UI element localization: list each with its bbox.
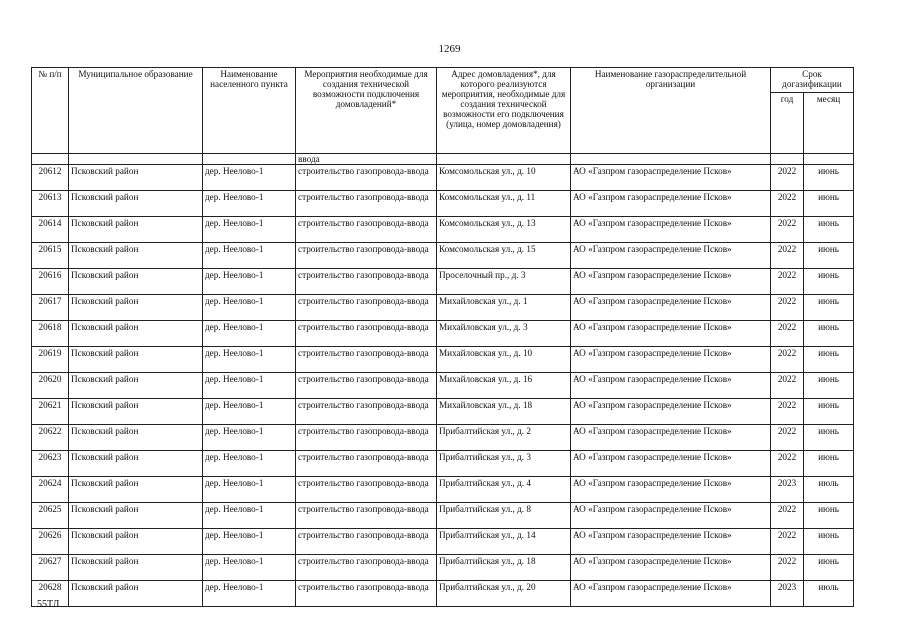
cell-month: июль	[804, 477, 854, 503]
cell-num: 20621	[32, 399, 69, 425]
cell-measure: строительство газопровода-ввода	[296, 451, 437, 477]
cell-settlement: дер. Неелово-1	[203, 503, 296, 529]
cell-measure: строительство газопровода-ввода	[296, 217, 437, 243]
cell-municipality: Псковский район	[69, 373, 203, 399]
cell-municipality: Псковский район	[69, 321, 203, 347]
cell-settlement: дер. Неелово-1	[203, 243, 296, 269]
cell-address: Комсомольская ул., д. 13	[437, 217, 571, 243]
cell-month: июнь	[804, 269, 854, 295]
cell-measure: строительство газопровода-ввода	[296, 321, 437, 347]
cell-settlement: дер. Неелово-1	[203, 581, 296, 607]
cell-measure: строительство газопровода-ввода	[296, 269, 437, 295]
table-row	[32, 425, 854, 451]
cell-num: 20617	[32, 295, 69, 321]
cell-year: 2022	[771, 347, 804, 373]
cell-address: Комсомольская ул., д. 15	[437, 243, 571, 269]
cell-municipality: Псковский район	[69, 217, 203, 243]
cell-address: Михайловская ул., д. 18	[437, 399, 571, 425]
cell-settlement: дер. Неелово-1	[203, 321, 296, 347]
cell-municipality: Псковский район	[69, 165, 203, 191]
cell-organization: АО «Газпром газораспределение Псков»	[571, 529, 771, 555]
cell-organization: АО «Газпром газораспределение Псков»	[571, 581, 771, 607]
cell-month: июнь	[804, 217, 854, 243]
table-row	[32, 295, 854, 321]
cell-measure: строительство газопровода-ввода	[296, 165, 437, 191]
cell-num: 20625	[32, 503, 69, 529]
cell-organization: АО «Газпром газораспределение Псков»	[571, 555, 771, 581]
cell-measure: строительство газопровода-ввода	[296, 295, 437, 321]
cell-year: 2022	[771, 295, 804, 321]
cell-municipality: Псковский район	[69, 451, 203, 477]
cell-month: июнь	[804, 529, 854, 555]
cell-year: 2022	[771, 529, 804, 555]
table-row	[32, 243, 854, 269]
cell-settlement: дер. Неелово-1	[203, 477, 296, 503]
cell-organization: АО «Газпром газораспределение Псков»	[571, 503, 771, 529]
cell-address: Прибалтийская ул., д. 8	[437, 503, 571, 529]
header-settlement: Наименование населенного пункта	[203, 68, 296, 154]
cell-address: Комсомольская ул., д. 10	[437, 165, 571, 191]
cell-measure: строительство газопровода-ввода	[296, 399, 437, 425]
table-row	[32, 321, 854, 347]
cell-settlement: дер. Неелово-1	[203, 399, 296, 425]
table-row	[32, 529, 854, 555]
cell-organization: АО «Газпром газораспределение Псков»	[571, 191, 771, 217]
table-row	[32, 269, 854, 295]
cell-num: 20614	[32, 217, 69, 243]
cell-organization: АО «Газпром газораспределение Псков»	[571, 269, 771, 295]
page-number: 1269	[438, 43, 461, 55]
cell-num: 20628	[32, 581, 69, 607]
header-row	[32, 68, 854, 93]
cell-organization: АО «Газпром газораспределение Псков»	[571, 399, 771, 425]
header-deadline: Срок догазификации	[771, 68, 854, 93]
cell-settlement: дер. Неелово-1	[203, 555, 296, 581]
table-row	[32, 581, 854, 607]
cell-address: Прибалтийская ул., д. 14	[437, 529, 571, 555]
cell-month: июнь	[804, 373, 854, 399]
gasification-table	[31, 67, 854, 607]
cell-num: 20613	[32, 191, 69, 217]
cell-address: Михайловская ул., д. 10	[437, 347, 571, 373]
cell-num: 20619	[32, 347, 69, 373]
cell-address: Прибалтийская ул., д. 3	[437, 451, 571, 477]
cell-month: июнь	[804, 295, 854, 321]
cell-year: 2023	[771, 477, 804, 503]
cell-month: июнь	[804, 321, 854, 347]
cell-month: июнь	[804, 347, 854, 373]
cell-year: 2022	[771, 373, 804, 399]
cell-num: 20623	[32, 451, 69, 477]
table-body	[32, 154, 854, 607]
table-row	[32, 347, 854, 373]
cell-year: 2022	[771, 555, 804, 581]
cell-organization: АО «Газпром газораспределение Псков»	[571, 295, 771, 321]
cell-month: июнь	[804, 425, 854, 451]
header-municipality: Муниципальное образование	[69, 68, 203, 154]
cell-num: 20612	[32, 165, 69, 191]
cell-settlement: дер. Неелово-1	[203, 451, 296, 477]
cell-address: Прибалтийская ул., д. 4	[437, 477, 571, 503]
cell-measure: строительство газопровода-ввода	[296, 477, 437, 503]
cell-settlement: дер. Неелово-1	[203, 295, 296, 321]
cell-settlement: дер. Неелово-1	[203, 529, 296, 555]
table-row	[32, 555, 854, 581]
cell-municipality: Псковский район	[69, 477, 203, 503]
cell-month: июнь	[804, 243, 854, 269]
cell-measure: строительство газопровода-ввода	[296, 581, 437, 607]
cell-municipality: Псковский район	[69, 529, 203, 555]
cell-year: 2023	[771, 581, 804, 607]
cell-measure: строительство газопровода-ввода	[296, 243, 437, 269]
cell-organization: АО «Газпром газораспределение Псков»	[571, 347, 771, 373]
cell-month: июнь	[804, 165, 854, 191]
table-row	[32, 399, 854, 425]
header-address: Адрес домовладения*, для которого реализуются мероприятия, необходимые для создания технической возможности его подключения (улица, номер домовладения)	[437, 68, 571, 154]
cell-measure: строительство газопровода-ввода	[296, 191, 437, 217]
header-measures: Мероприятия необходимые для создания технической возможности подключения домовладений*	[296, 68, 437, 154]
gasification-table-wrapper	[31, 67, 854, 607]
cell-measure: строительство газопровода-ввода	[296, 425, 437, 451]
cell-organization: АО «Газпром газораспределение Псков»	[571, 425, 771, 451]
cell-num: 20618	[32, 321, 69, 347]
cell-organization: АО «Газпром газораспределение Псков»	[571, 451, 771, 477]
cell-municipality: Псковский район	[69, 503, 203, 529]
cell-municipality: Псковский район	[69, 399, 203, 425]
cell-num: 20622	[32, 425, 69, 451]
cell-year: 2022	[771, 451, 804, 477]
cell-municipality: Псковский район	[69, 295, 203, 321]
continuation-cell: ввода	[296, 154, 437, 165]
cell-year: 2022	[771, 217, 804, 243]
header-year: год	[771, 93, 804, 154]
cell-year: 2022	[771, 503, 804, 529]
cell-municipality: Псковский район	[69, 347, 203, 373]
cell-settlement: дер. Неелово-1	[203, 269, 296, 295]
footer-code: 55ТЛ	[37, 599, 60, 610]
cell-year: 2022	[771, 191, 804, 217]
cell-month: июнь	[804, 399, 854, 425]
continuation-row	[32, 154, 854, 165]
cell-measure: строительство газопровода-ввода	[296, 373, 437, 399]
cell-organization: АО «Газпром газораспределение Псков»	[571, 217, 771, 243]
cell-municipality: Псковский район	[69, 269, 203, 295]
cell-year: 2022	[771, 269, 804, 295]
cell-year: 2022	[771, 165, 804, 191]
cell-municipality: Псковский район	[69, 191, 203, 217]
cell-address: Михайловская ул., д. 16	[437, 373, 571, 399]
cell-municipality: Псковский район	[69, 425, 203, 451]
cell-measure: строительство газопровода-ввода	[296, 503, 437, 529]
cell-organization: АО «Газпром газораспределение Псков»	[571, 243, 771, 269]
cell-settlement: дер. Неелово-1	[203, 217, 296, 243]
table-row	[32, 477, 854, 503]
table-row	[32, 217, 854, 243]
cell-year: 2022	[771, 399, 804, 425]
cell-address: Михайловская ул., д. 3	[437, 321, 571, 347]
cell-month: июнь	[804, 555, 854, 581]
cell-organization: АО «Газпром газораспределение Псков»	[571, 321, 771, 347]
cell-year: 2022	[771, 425, 804, 451]
cell-num: 20616	[32, 269, 69, 295]
cell-address: Прибалтийская ул., д. 20	[437, 581, 571, 607]
cell-num: 20626	[32, 529, 69, 555]
cell-month: июль	[804, 581, 854, 607]
cell-organization: АО «Газпром газораспределение Псков»	[571, 165, 771, 191]
table-row	[32, 503, 854, 529]
table-row	[32, 191, 854, 217]
cell-month: июнь	[804, 503, 854, 529]
cell-measure: строительство газопровода-ввода	[296, 555, 437, 581]
cell-measure: строительство газопровода-ввода	[296, 347, 437, 373]
cell-month: июнь	[804, 191, 854, 217]
cell-address: Проселочный пр., д. 3	[437, 269, 571, 295]
cell-address: Михайловская ул., д. 1	[437, 295, 571, 321]
table-row	[32, 165, 854, 191]
table-row	[32, 451, 854, 477]
cell-organization: АО «Газпром газораспределение Псков»	[571, 477, 771, 503]
cell-settlement: дер. Неелово-1	[203, 425, 296, 451]
cell-settlement: дер. Неелово-1	[203, 373, 296, 399]
header-month: месяц	[804, 93, 854, 154]
header-organization: Наименование газораспределительной организации	[571, 68, 771, 154]
cell-settlement: дер. Неелово-1	[203, 165, 296, 191]
cell-address: Прибалтийская ул., д. 2	[437, 425, 571, 451]
cell-num: 20615	[32, 243, 69, 269]
cell-address: Прибалтийская ул., д. 18	[437, 555, 571, 581]
cell-municipality: Псковский район	[69, 555, 203, 581]
cell-organization: АО «Газпром газораспределение Псков»	[571, 373, 771, 399]
table-row	[32, 373, 854, 399]
cell-municipality: Псковский район	[69, 243, 203, 269]
cell-num: 20624	[32, 477, 69, 503]
header-num: № п/п	[32, 68, 69, 154]
cell-year: 2022	[771, 321, 804, 347]
cell-address: Комсомольская ул., д. 11	[437, 191, 571, 217]
cell-num: 20620	[32, 373, 69, 399]
cell-month: июнь	[804, 451, 854, 477]
cell-num: 20627	[32, 555, 69, 581]
cell-settlement: дер. Неелово-1	[203, 191, 296, 217]
cell-measure: строительство газопровода-ввода	[296, 529, 437, 555]
cell-settlement: дер. Неелово-1	[203, 347, 296, 373]
cell-year: 2022	[771, 243, 804, 269]
cell-municipality: Псковский район	[69, 581, 203, 607]
